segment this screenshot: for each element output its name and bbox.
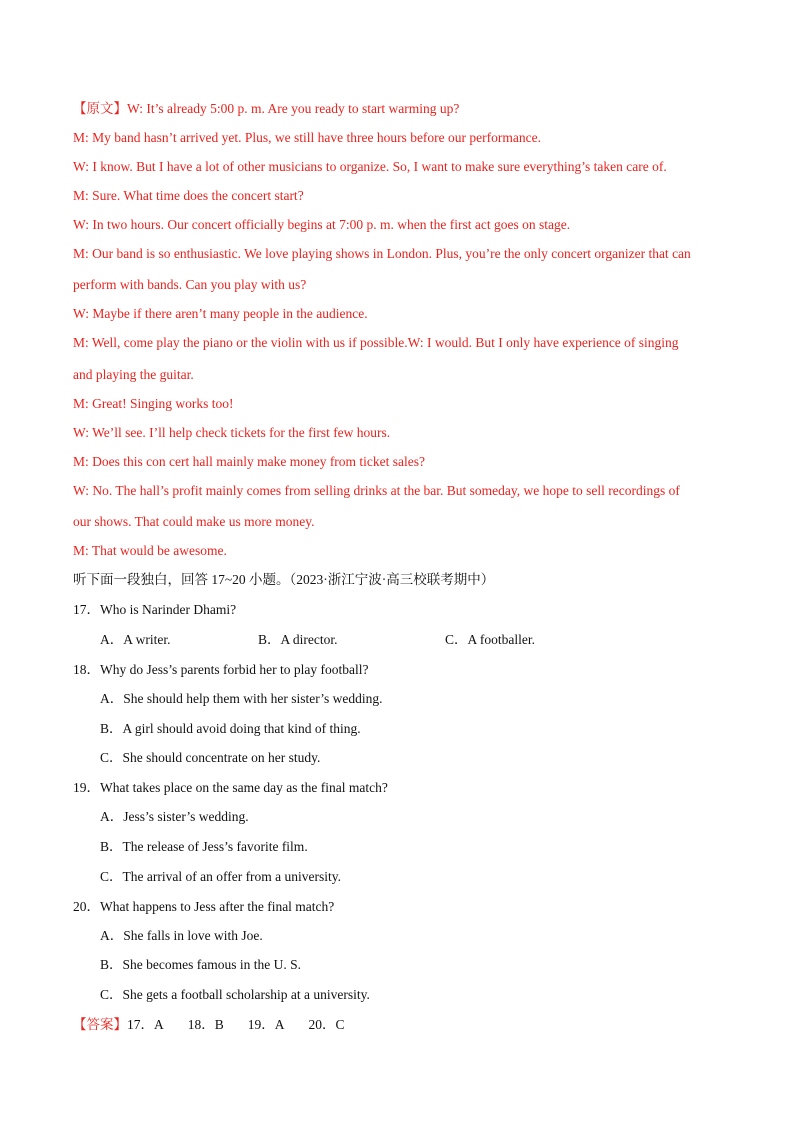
option-a: A．Jess’s sister’s wedding. [100, 809, 249, 824]
question-stem: 18．Why do Jess’s parents forbid her to play football? [73, 662, 369, 677]
transcript-line: M: Sure. What time does the concert start? [73, 188, 304, 203]
option-a: A．A writer. [100, 632, 171, 647]
transcript-line: 【原文】W: It’s already 5:00 p. m. Are you ready to start warming up? [73, 101, 460, 116]
answer-item: 18．B [187, 1017, 224, 1032]
option-b: B．A girl should avoid doing that kind of thing. [100, 721, 361, 736]
transcript-line: M: Our band is so enthusiastic. We love playing shows in London. Plus, you’re the only concert organizer that can [73, 246, 691, 261]
transcript-line: our shows. That could make us more money. [73, 514, 315, 529]
transcript-line: M: Great! Singing works too! [73, 396, 234, 411]
section-intro: 听下面一段独白，回答 17~20 小题。（2023·浙江宁波·高三校联考期中） [73, 572, 495, 587]
transcript-line: W: In two hours. Our concert officially begins at 7:00 p. m. when the first act goes on stage. [73, 217, 571, 232]
transcript-line: M: That would be awesome. [73, 543, 227, 558]
transcript-tag: 【原文】 [73, 101, 127, 116]
answer-item: 19．A [247, 1017, 285, 1032]
question-stem: 20．What happens to Jess after the final match? [73, 899, 335, 914]
option-a: A．She should help them with her sister’s wedding. [100, 691, 383, 706]
option-b: B．The release of Jess’s favorite film. [100, 839, 308, 854]
transcript-line: W: No. The hall’s profit mainly comes from selling drinks at the bar. But someday, we hope to sell recordings of [73, 483, 680, 498]
answer-line [73, 1016, 345, 1034]
question-stem: 17．Who is Narinder Dhami? [73, 602, 237, 617]
option-c: C．She gets a football scholarship at a university. [100, 987, 370, 1002]
answer-item: 17．A [127, 1017, 164, 1032]
answer-item: 20．C [308, 1017, 345, 1032]
transcript-line: W: Maybe if there aren’t many people in the audience. [73, 306, 368, 321]
transcript-line: W: I know. But I have a lot of other musicians to organize. So, I want to make sure everything’s taken care of. [73, 159, 667, 174]
option-b: B．She becomes famous in the U. S. [100, 957, 301, 972]
option-b: B．A director. [258, 632, 338, 647]
transcript-line: perform with bands. Can you play with us? [73, 277, 307, 292]
option-a: A．She falls in love with Joe. [100, 928, 263, 943]
transcript-line: M: My band hasn’t arrived yet. Plus, we still have three hours before our performance. [73, 130, 541, 145]
option-c: C．She should concentrate on her study. [100, 750, 321, 765]
transcript-line: M: Well, come play the piano or the violin with us if possible.W: I would. But I only have experience of singing [73, 335, 679, 350]
question-stem: 19．What takes place on the same day as the final match? [73, 780, 388, 795]
option-c: C．The arrival of an offer from a university. [100, 869, 342, 884]
transcript-line: W: We’ll see. I’ll help check tickets for the first few hours. [73, 425, 391, 440]
answer-tag: 【答案】 [73, 1017, 127, 1032]
option-c: C．A footballer. [445, 632, 535, 647]
transcript-line: and playing the guitar. [73, 367, 194, 382]
transcript-line: M: Does this con cert hall mainly make money from ticket sales? [73, 454, 426, 469]
